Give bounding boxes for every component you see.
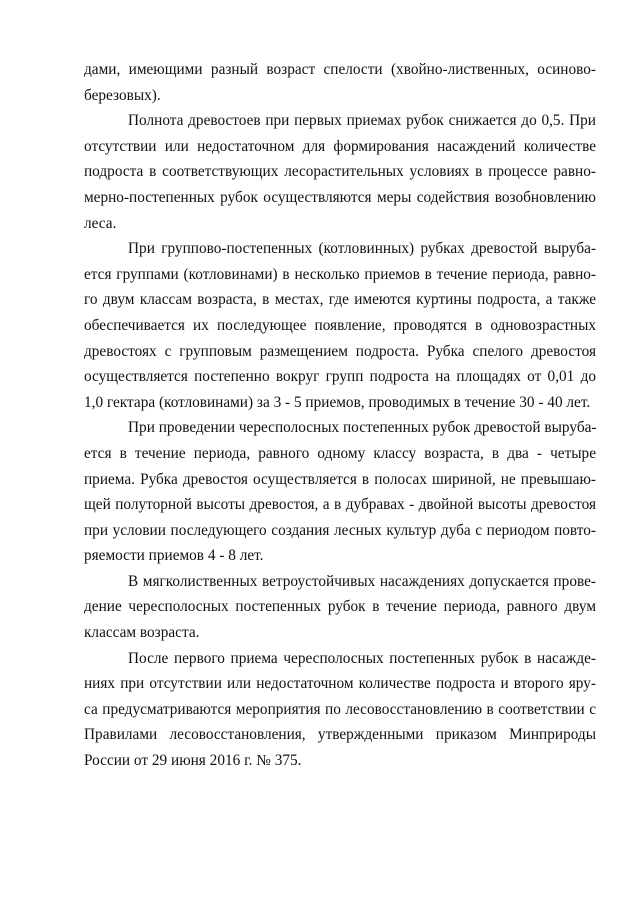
text-line: В мягколиственных ветроустойчивых насаждениях допускается прове- <box>128 572 596 590</box>
text-line: приема. Рубка древостоя осуществляется в полосах шириной, не превышаю- <box>84 470 596 488</box>
text-line: дение чересполосных постепенных рубок в течение периода, равного двум <box>84 598 596 616</box>
text-line: ется в течение периода, равного одному классу возраста, в два - четыре <box>84 444 596 462</box>
text-line: при условии последующего создания лесных культур дуба с периодом повто- <box>84 521 596 539</box>
text-line: древостоях с групповым размещением подроста. Рубка спелого древостоя <box>84 342 596 360</box>
text-line: Правилами лесовосстановления, утвержденными приказом Минприроды <box>84 726 596 744</box>
text-line: После первого приема чересполосных постепенных рубок в насажде- <box>128 649 596 667</box>
text-line: щей полуторной высоты древостоя, а в дубравах - двойной высоты древостоя <box>84 496 596 514</box>
paragraph <box>84 236 596 415</box>
paragraph <box>84 415 596 569</box>
text-line: При группово-постепенных (котловинных) рубках древостой выруба- <box>128 240 596 258</box>
text-line: го двум классам возраста, в местах, где имеются куртины подроста, а также <box>84 291 596 309</box>
text-line: 1,0 гектара (котловинами) за 3 - 5 приемов, проводимых в течение 30 - 40 лет. <box>84 393 591 411</box>
text-line: ряемости приемов 4 - 8 лет. <box>84 547 264 565</box>
paragraph <box>84 646 596 774</box>
paragraph <box>84 108 596 236</box>
text-line: При проведении чересполосных постепенных рубок древостой выруба- <box>128 419 597 437</box>
paragraph <box>84 569 596 646</box>
text-line: подроста в соответствующих лесорастительных условиях в процессе равно- <box>84 163 596 181</box>
text-line: ется группами (котловинами) в несколько приемов в течение периода, равно- <box>84 265 596 283</box>
text-line: России от 29 июня 2016 г. № 375. <box>84 752 302 770</box>
text-line: леса. <box>84 214 117 232</box>
text-line: мерно-постепенных рубок осуществляются меры содействия возобновлению <box>84 188 596 206</box>
text-line: отсутствии или недостаточном для формирования насаждений количестве <box>84 137 596 155</box>
text-line: березовых). <box>84 86 161 104</box>
text-line: классам возраста. <box>84 624 200 642</box>
text-line: дами, имеющими разный возраст спелости (хвойно-лиственных, осиново- <box>84 61 596 78</box>
text-line: осуществляется постепенно вокруг групп подроста на площадях от 0,01 до <box>84 368 596 386</box>
text-line: са предусматриваются мероприятия по лесовосстановлению в соответствии с <box>84 700 596 718</box>
document-page <box>84 57 596 774</box>
paragraph <box>84 57 596 108</box>
text-line: обеспечивается их последующее появление, проводятся в одновозрастных <box>84 316 596 334</box>
text-line: Полнота древостоев при первых приемах рубок снижается до 0,5. При <box>128 112 596 130</box>
text-line: ниях при отсутствии или недостаточном количестве подроста и второго яру- <box>84 675 596 693</box>
